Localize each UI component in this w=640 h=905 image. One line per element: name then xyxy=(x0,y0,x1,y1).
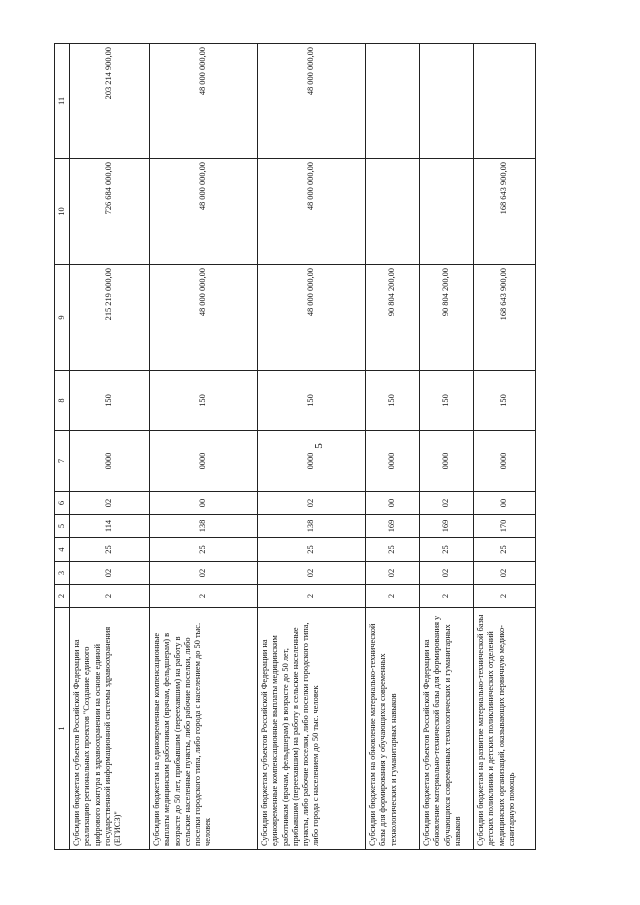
cell-col10: 168 643 900,00 xyxy=(474,159,536,265)
cell-col11: 203 214 900,00 xyxy=(70,44,150,159)
cell-col7: 0000 xyxy=(70,431,150,492)
table-row xyxy=(258,44,366,850)
column-header-11: 11 xyxy=(55,44,70,159)
row-name: Субсидии бюджетам субъектов Российской Федерации на единовременные компенсационные выплаты медицинским работникам (врачам, фельдшерам) в возрасте до 50 лет, прибывшим (переехавшим) на работу в сельские населенные пункты, либо рабочие поселки, либо поселки городского типа, либо города с населением до 50 тыс. человек xyxy=(258,608,366,850)
cell-col5: 114 xyxy=(70,515,150,538)
cell-col2: 2 xyxy=(150,585,258,608)
cell-col5: 138 xyxy=(150,515,258,538)
cell-col3: 02 xyxy=(474,562,536,585)
cell-col7: 0000 xyxy=(150,431,258,492)
cell-col11: 48 000 000,00 xyxy=(150,44,258,159)
cell-col2: 2 xyxy=(258,585,366,608)
cell-col5: 169 xyxy=(366,515,420,538)
cell-col9: 90 804 200,00 xyxy=(420,265,474,371)
cell-col5: 138 xyxy=(258,515,366,538)
cell-col6: 02 xyxy=(70,492,150,515)
cell-col4: 25 xyxy=(70,538,150,562)
row-name: Субсидии бюджетам на единовременные компенсационные выплаты медицинским работникам (врачам, фельдшерам) в возрасте до 50 лет, прибывшим (переехавшим) на работу в сельские населенные пункты, либо рабочие поселки, либо поселки городского типа, либо города с населением до 50 тыс. человек xyxy=(150,608,258,850)
cell-col3: 02 xyxy=(258,562,366,585)
cell-col4: 25 xyxy=(420,538,474,562)
column-header-4: 4 xyxy=(55,538,70,562)
cell-col8: 150 xyxy=(420,371,474,431)
cell-col8: 150 xyxy=(474,371,536,431)
cell-col7: 0000 xyxy=(258,431,366,492)
column-header-1: 1 xyxy=(55,608,70,850)
cell-col6: 00 xyxy=(366,492,420,515)
table-row xyxy=(474,44,536,850)
budget-table xyxy=(54,43,536,850)
header-row xyxy=(55,44,70,850)
cell-col11: 48 000 000,00 xyxy=(258,44,366,159)
cell-col4: 25 xyxy=(150,538,258,562)
cell-col7: 0000 xyxy=(474,431,536,492)
row-name: Субсидии бюджетам субъектов Российской Федерации на обновление материально-технической базы для формирования у обучающихся современных технологических и гуманитарных навыков xyxy=(420,608,474,850)
cell-col10 xyxy=(366,159,420,265)
cell-col2: 2 xyxy=(420,585,474,608)
rotated-table-area xyxy=(54,44,534,850)
column-header-6: 6 xyxy=(55,492,70,515)
cell-col3: 02 xyxy=(366,562,420,585)
cell-col2: 2 xyxy=(474,585,536,608)
cell-col4: 25 xyxy=(474,538,536,562)
column-header-9: 9 xyxy=(55,265,70,371)
cell-col9: 48 000 000,00 xyxy=(258,265,366,371)
column-header-2: 2 xyxy=(55,585,70,608)
cell-col8: 150 xyxy=(150,371,258,431)
cell-col6: 00 xyxy=(150,492,258,515)
cell-col7: 0000 xyxy=(366,431,420,492)
table-row xyxy=(70,44,150,850)
cell-col7: 0000 xyxy=(420,431,474,492)
cell-col4: 25 xyxy=(258,538,366,562)
table-row xyxy=(420,44,474,850)
table-row xyxy=(150,44,258,850)
table-container xyxy=(54,44,534,850)
column-header-5: 5 xyxy=(55,515,70,538)
cell-col3: 02 xyxy=(420,562,474,585)
cell-col5: 170 xyxy=(474,515,536,538)
cell-col10: 48 000 000,00 xyxy=(150,159,258,265)
page-number: 5 xyxy=(312,443,325,449)
cell-col8: 150 xyxy=(258,371,366,431)
cell-col9: 90 804 200,00 xyxy=(366,265,420,371)
cell-col3: 02 xyxy=(70,562,150,585)
cell-col9: 215 219 000,00 xyxy=(70,265,150,371)
cell-col3: 02 xyxy=(150,562,258,585)
cell-col6: 00 xyxy=(474,492,536,515)
row-name: Субсидии бюджетам субъектов Российской Федерации на реализацию региональных проектов "Создание единого цифрового контура в здравоохранении на основе единой государственной информационной системы здравоохранения (ЕГИСЗ)" xyxy=(70,608,150,850)
cell-col9: 48 000 000,00 xyxy=(150,265,258,371)
cell-col4: 25 xyxy=(366,538,420,562)
cell-col2: 2 xyxy=(70,585,150,608)
cell-col11 xyxy=(474,44,536,159)
cell-col10 xyxy=(420,159,474,265)
column-header-7: 7 xyxy=(55,431,70,492)
row-name: Субсидии бюджетам на развитие материально-технической базы детских поликлиник и детских поликлинических отделений медицинских организаций, оказывающих первичную медико-санитарную помощь xyxy=(474,608,536,850)
cell-col2: 2 xyxy=(366,585,420,608)
cell-col8: 150 xyxy=(70,371,150,431)
cell-col8: 150 xyxy=(366,371,420,431)
cell-col11 xyxy=(366,44,420,159)
column-header-8: 8 xyxy=(55,371,70,431)
cell-col11 xyxy=(420,44,474,159)
row-name: Субсидии бюджетам на обновление материально-технической базы для формирования у обучающихся современных технологических и гуманитарных навыков xyxy=(366,608,420,850)
column-header-3: 3 xyxy=(55,562,70,585)
cell-col5: 169 xyxy=(420,515,474,538)
cell-col10: 726 684 000,00 xyxy=(70,159,150,265)
cell-col10: 48 000 000,00 xyxy=(258,159,366,265)
table-row xyxy=(366,44,420,850)
column-header-10: 10 xyxy=(55,159,70,265)
cell-col6: 02 xyxy=(258,492,366,515)
cell-col6: 02 xyxy=(420,492,474,515)
cell-col9: 168 643 900,00 xyxy=(474,265,536,371)
